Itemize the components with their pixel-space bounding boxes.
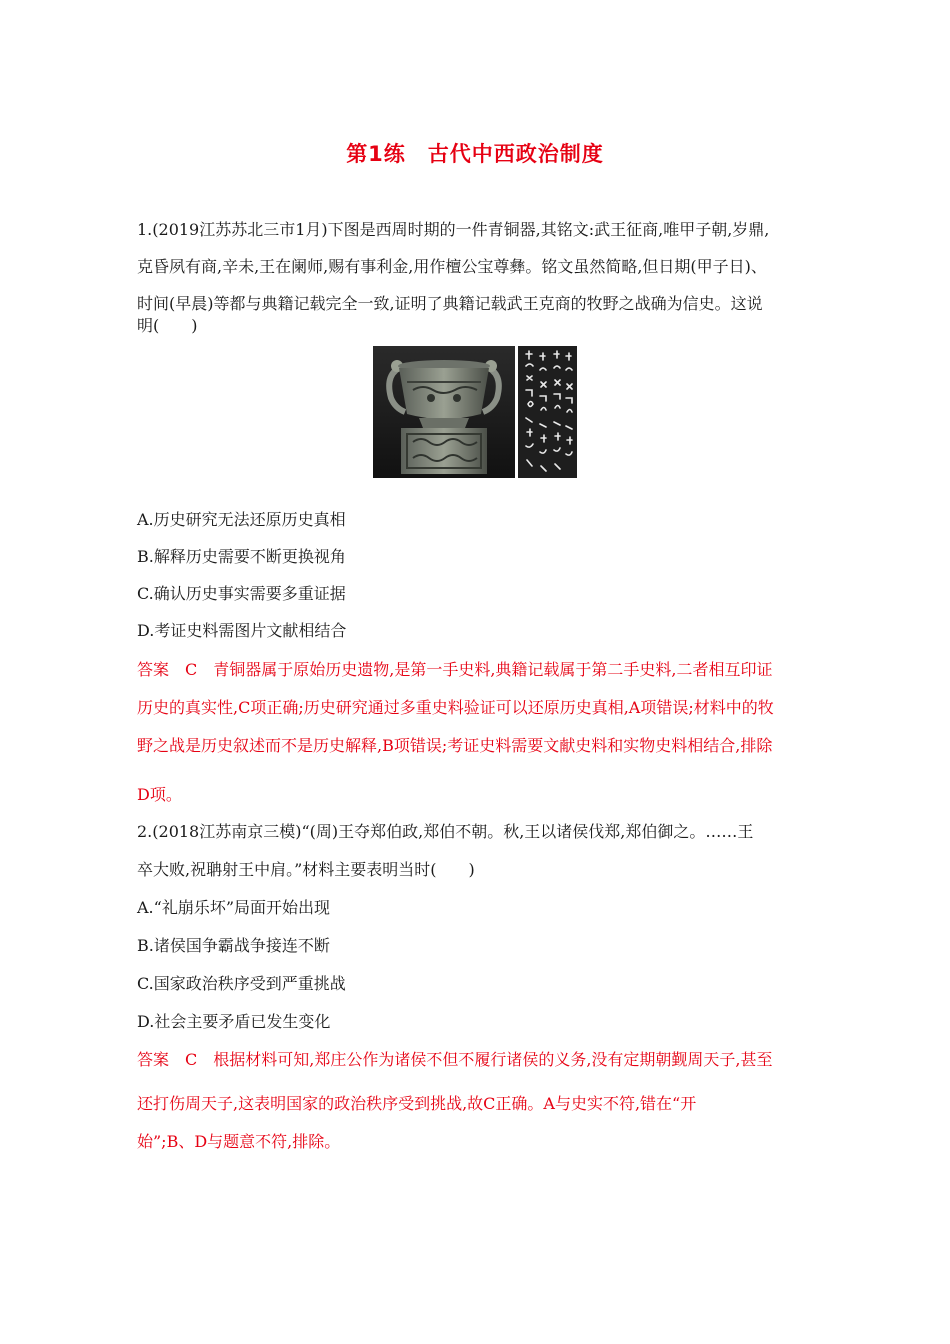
question-2-line: 卒大败,祝聃射王中肩。”材料主要表明当时( ) — [137, 860, 475, 879]
question-1-line: 明( ) — [137, 316, 198, 335]
option-d: D.考证史料需图片文献相结合 — [137, 621, 347, 640]
page-title: 第1练 古代中西政治制度 — [346, 142, 604, 166]
answer-2-line: 始”;B、D与题意不符,排除。 — [137, 1132, 341, 1151]
bronze-vessel-figure — [373, 346, 577, 478]
answer-2-line: 还打伤周天子,这表明国家的政治秩序受到挑战,故C正确。A与史实不符,错在“开 — [137, 1094, 697, 1113]
option-c: C.国家政治秩序受到严重挑战 — [137, 974, 346, 993]
question-1-line: 1.(2019江苏苏北三市1月)下图是西周时期的一件青铜器,其铭文:武王征商,唯甲子朝,岁鼎, — [137, 220, 770, 239]
option-b: B.解释历史需要不断更换视角 — [137, 547, 346, 566]
inscription-rubbing-image — [518, 346, 577, 478]
answer-1-line: 野之战是历史叙述而不是历史解释,B项错误;考证史料需要文献史料和实物史料相结合,排除 — [137, 736, 773, 755]
question-1-line: 克昏夙有商,辛未,王在阑师,赐有事利金,用作檀公宝尊彝。铭文虽然简略,但日期(甲子日)、 — [137, 257, 767, 276]
answer-2-line: 答案 C 根据材料可知,郑庄公作为诸侯不但不履行诸侯的义务,没有定期朝觐周天子,甚至 — [137, 1050, 773, 1069]
answer-1-line: D项。 — [137, 785, 182, 804]
answer-1-line: 历史的真实性,C项正确;历史研究通过多重史料验证可以还原历史真相,A项错误;材料中的牧 — [137, 698, 774, 717]
option-a: A.“礼崩乐坏”局面开始出现 — [137, 898, 331, 917]
bronze-vessel-image — [373, 346, 515, 478]
question-2-line: 2.(2018江苏南京三模)“(周)王夺郑伯政,郑伯不朝。秋,王以诸侯伐郑,郑伯御之。……王 — [137, 822, 754, 841]
question-1-line: 时间(早晨)等都与典籍记载完全一致,证明了典籍记载武王克商的牧野之战确为信史。这说 — [137, 294, 763, 313]
option-a: A.历史研究无法还原历史真相 — [137, 510, 346, 529]
option-c: C.确认历史事实需要多重证据 — [137, 584, 346, 603]
option-b: B.诸侯国争霸战争接连不断 — [137, 936, 330, 955]
answer-1-line: 答案 C 青铜器属于原始历史遗物,是第一手史料,典籍记载属于第二手史料,二者相互印证 — [137, 660, 773, 679]
option-d: D.社会主要矛盾已发生变化 — [137, 1012, 331, 1031]
